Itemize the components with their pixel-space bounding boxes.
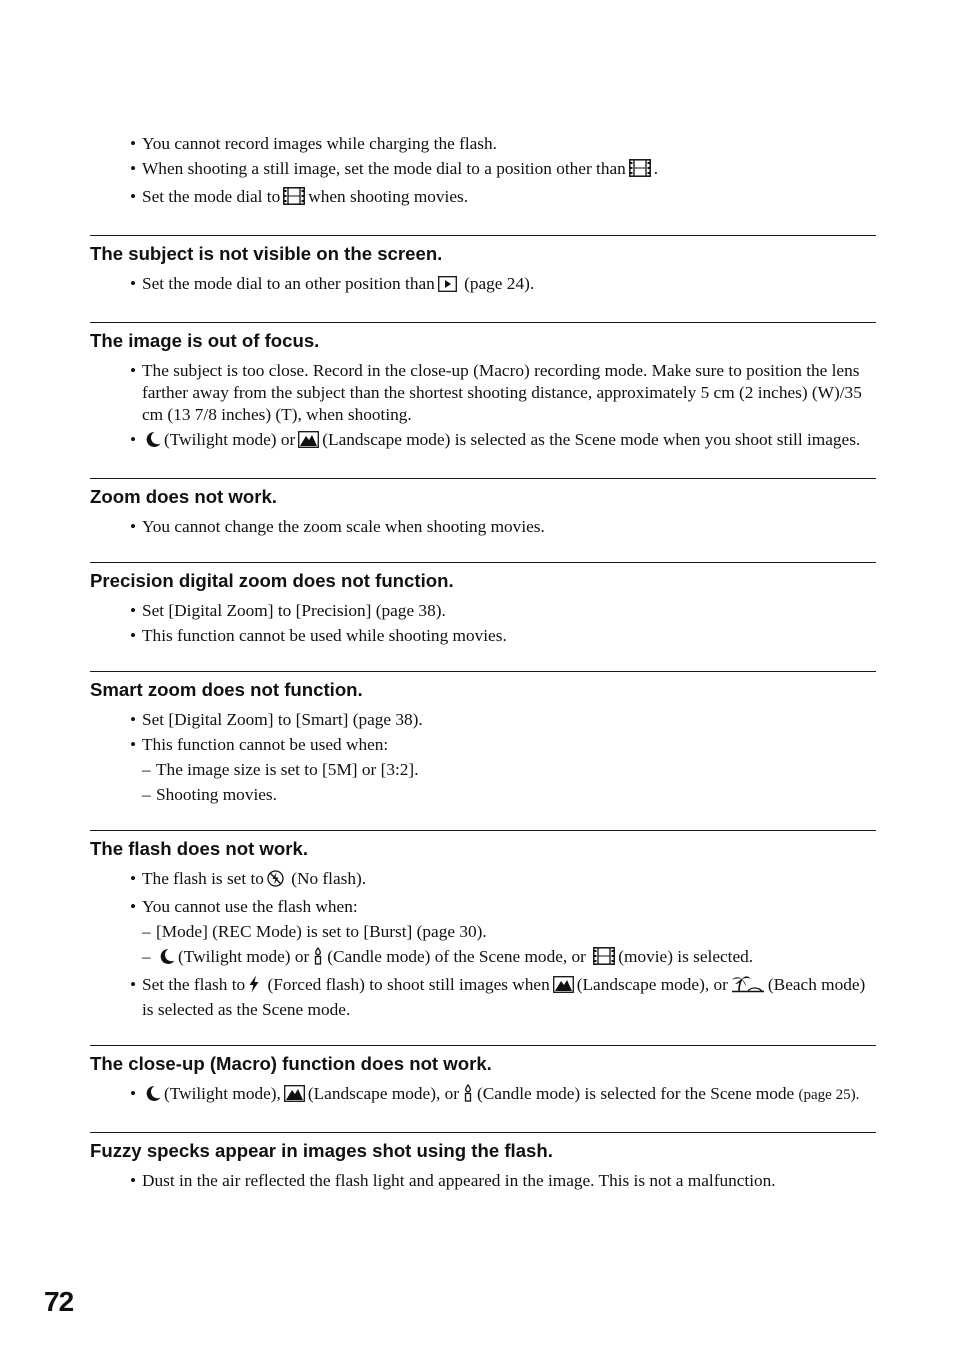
- section-items: [130, 516, 876, 538]
- problem-section: [90, 235, 876, 298]
- list-item: [130, 1083, 876, 1108]
- text-run: Set [Digital Zoom] to [Smart] (page 38).: [142, 710, 423, 729]
- landscape-icon: [553, 976, 574, 999]
- problem-section: [90, 1132, 876, 1192]
- list-item: [130, 1170, 876, 1192]
- list-item: [130, 158, 876, 183]
- problem-section: [90, 1045, 876, 1108]
- section-items: [130, 600, 876, 647]
- list-item: [130, 896, 876, 918]
- candle-icon: [462, 1084, 474, 1108]
- text-run: The flash is set to: [142, 869, 264, 888]
- beach-icon: [731, 975, 765, 999]
- text-run: Set the flash to: [142, 975, 246, 994]
- movie-icon: [593, 947, 615, 971]
- no-flash-icon: [267, 870, 284, 893]
- text-run: (Twilight mode) or: [164, 430, 296, 449]
- text-run: (Landscape mode), or: [576, 975, 728, 994]
- text-run: (Landscape mode) is selected as the Scene mode when you shoot still images.: [322, 430, 861, 449]
- list-item: [130, 429, 876, 454]
- list-item: [130, 360, 876, 426]
- problem-section: [90, 322, 876, 454]
- text-run: (Candle mode) is selected for the Scene mode: [477, 1084, 799, 1103]
- text-run: (Landscape mode), or: [307, 1084, 460, 1103]
- text-run: You cannot use the flash when:: [142, 897, 358, 916]
- section-heading: The image is out of focus.: [90, 330, 320, 351]
- text-run: Shooting movies.: [156, 785, 277, 804]
- sub-list-item: [142, 759, 876, 781]
- page-reference: (page 25).: [798, 1087, 860, 1103]
- text-run: Set [Digital Zoom] to [Precision] (page 38).: [142, 601, 446, 620]
- list-item: [130, 734, 876, 756]
- section-items: [130, 1083, 876, 1108]
- text-run: This function cannot be used when:: [142, 735, 389, 754]
- text-run: You cannot record images while charging the flash.: [142, 134, 497, 153]
- section-items: [130, 360, 876, 454]
- movie-icon: [283, 187, 305, 211]
- list-item: [130, 974, 876, 1021]
- text-run: This function cannot be used while shooting movies.: [142, 626, 507, 645]
- page-content: [90, 133, 876, 1195]
- text-run: when shooting movies.: [308, 187, 469, 206]
- section-heading: The close-up (Macro) function does not work.: [90, 1053, 492, 1074]
- text-run: (No flash).: [286, 869, 367, 888]
- problem-section: [90, 830, 876, 1021]
- list-item: [130, 273, 876, 298]
- twilight-icon: [145, 431, 161, 454]
- text-run: .: [653, 159, 659, 178]
- list-item: [130, 516, 876, 538]
- list-item: [130, 186, 876, 211]
- forced-flash-icon: [248, 975, 260, 999]
- section-items: [130, 273, 876, 298]
- text-run: Set the mode dial to an other position than: [142, 274, 435, 293]
- landscape-icon: [284, 1085, 305, 1108]
- troubleshooting-sections: [90, 235, 876, 1192]
- problem-section: [90, 478, 876, 538]
- text-run: When shooting a still image, set the mode dial to a position other than: [142, 159, 626, 178]
- problem-section: [90, 562, 876, 647]
- section-heading: Precision digital zoom does not function.: [90, 570, 454, 591]
- text-run: The subject is too close. Record in the close-up (Macro) recording mode. Make sure to position the lens farther away from the subject than the shortest shooting distance, approximately 5 cm (2 inches) (W)/35 cm (13 7/8 inches) (T), when shooting.: [142, 361, 862, 424]
- page-number: 72: [44, 1286, 74, 1317]
- text-run: (Candle mode) of the Scene mode, or: [327, 947, 591, 966]
- text-run: (Twilight mode),: [164, 1084, 281, 1103]
- list-item: [130, 133, 876, 155]
- twilight-icon: [159, 948, 175, 971]
- movie-icon: [629, 159, 651, 183]
- sub-list-item: [142, 921, 876, 943]
- text-run: (Beach mode) is selected as the Scene mode.: [142, 975, 866, 1019]
- text-run: (page 24).: [459, 274, 535, 293]
- playback-icon: [438, 276, 457, 298]
- text-run: [Mode] (REC Mode) is set to [Burst] (page 30).: [156, 922, 487, 941]
- text-run: (movie) is selected.: [618, 947, 754, 966]
- twilight-icon: [145, 1085, 161, 1108]
- text-run: (Twilight mode) or: [178, 947, 310, 966]
- sub-list-item: [142, 946, 876, 971]
- text-run: Dust in the air reflected the flash light and appeared in the image. This is not a malfunction.: [142, 1171, 776, 1190]
- problem-section: [90, 671, 876, 806]
- section-heading: Zoom does not work.: [90, 486, 277, 507]
- section-items: [130, 868, 876, 1021]
- text-run: You cannot change the zoom scale when shooting movies.: [142, 517, 545, 536]
- text-run: The image size is set to [5M] or [3:2].: [156, 760, 419, 779]
- section-heading: The flash does not work.: [90, 838, 308, 859]
- section-items: [130, 1170, 876, 1192]
- list-item: [130, 625, 876, 647]
- sub-list-item: [142, 784, 876, 806]
- list-item: [130, 709, 876, 731]
- list-item: [130, 868, 876, 893]
- text-run: Set the mode dial to: [142, 187, 281, 206]
- text-run: (Forced flash) to shoot still images when: [263, 975, 550, 994]
- intro-list: [130, 133, 876, 211]
- section-heading: Fuzzy specks appear in images shot using the flash.: [90, 1140, 553, 1161]
- section-items: [130, 709, 876, 806]
- section-heading: Smart zoom does not function.: [90, 679, 363, 700]
- landscape-icon: [298, 431, 319, 454]
- list-item: [130, 600, 876, 622]
- candle-icon: [312, 947, 324, 971]
- section-heading: The subject is not visible on the screen.: [90, 243, 443, 264]
